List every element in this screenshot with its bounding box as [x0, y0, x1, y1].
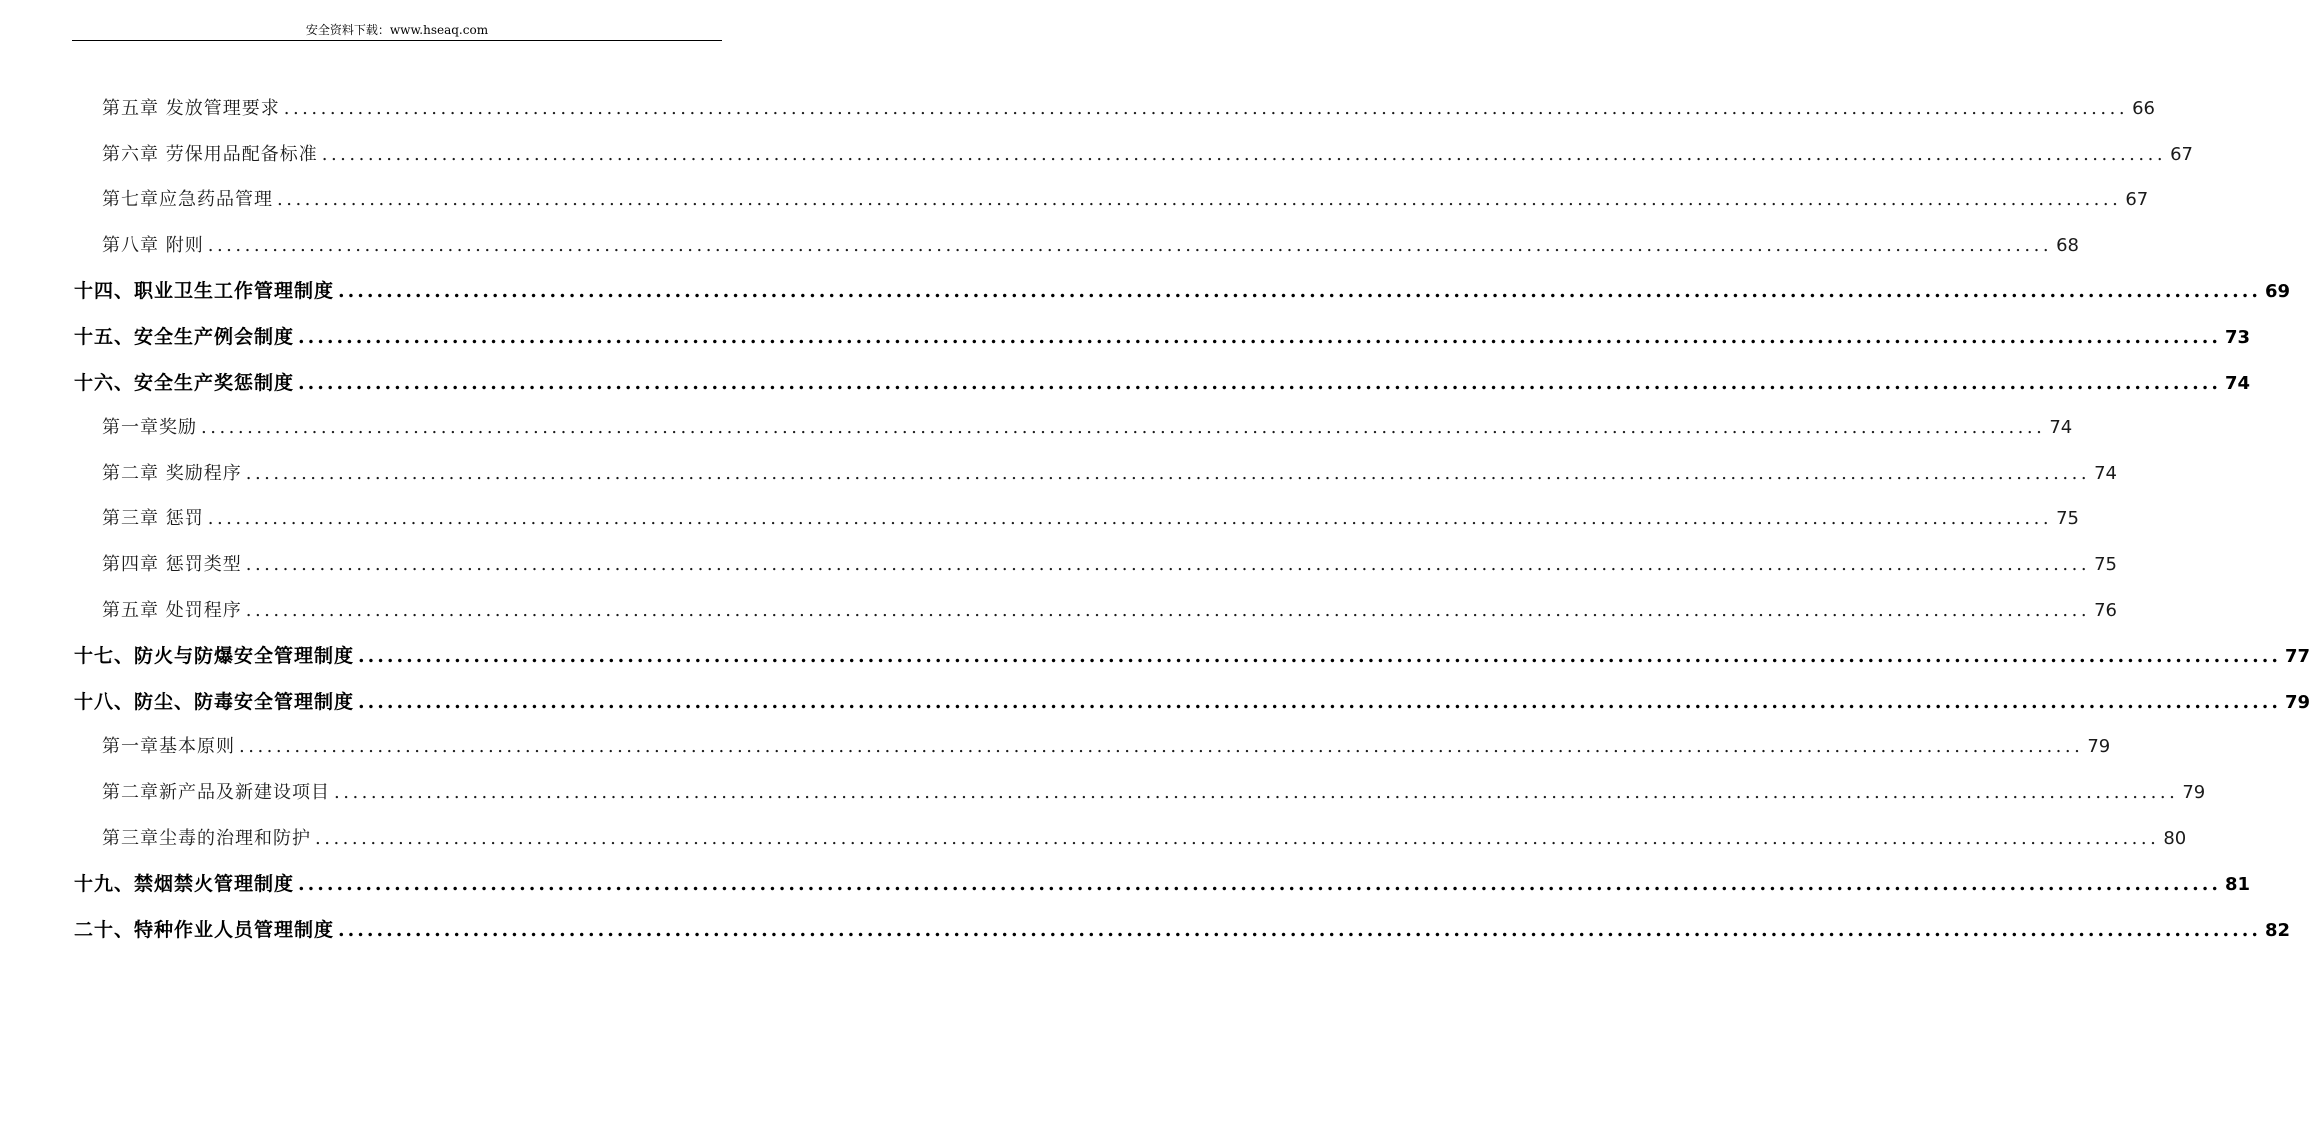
toc-dot-leader: ........................................................................................................................................................................................................ [298, 326, 2221, 348]
toc-entry-title: 第一章奖励 [102, 417, 197, 439]
toc-entry-page-number: 80 [2163, 827, 2187, 849]
toc-entry-title: 第六章 劳保用品配备标准 [102, 143, 318, 165]
toc-entry-page-number: 74 [2049, 417, 2073, 439]
toc-dot-leader: ........................................................................................................................................................................................................ [245, 462, 2091, 484]
toc-entry-title: 第七章应急药品管理 [102, 189, 273, 211]
toc-entry-page-number: 74 [2224, 372, 2251, 394]
toc-entry-title: 十四、职业卫生工作管理制度 [74, 280, 335, 303]
toc-chapter-entry[interactable] [102, 140, 2193, 170]
toc-dot-leader: ........................................................................................................................................................................................................ [315, 827, 2160, 849]
toc-entry-page-number: 66 [2132, 98, 2155, 119]
toc-entry-title: 十五、安全生产例会制度 [74, 326, 295, 348]
toc-entry-page-number: 74 [2094, 462, 2117, 484]
toc-entry-title: 十六、安全生产奖惩制度 [74, 371, 295, 394]
toc-section-entry[interactable] [74, 869, 2251, 899]
toc-section-entry[interactable] [74, 915, 2291, 945]
toc-entry-page-number: 81 [2224, 874, 2251, 896]
page-header [72, 20, 722, 41]
toc-entry-page-number: 75 [2094, 554, 2117, 575]
toc-entry-page-number: 68 [2056, 234, 2079, 256]
toc-entry-title: 第五章 处罚程序 [102, 599, 242, 621]
toc-chapter-entry[interactable] [102, 504, 2079, 534]
toc-section-entry[interactable] [74, 687, 2310, 717]
toc-dot-leader: ........................................................................................................................................................................................................ [283, 98, 2129, 119]
toc-chapter-entry[interactable] [102, 550, 2117, 580]
toc-dot-leader: ........................................................................................................................................................................................................ [334, 782, 2179, 803]
toc-entry-title: 十九、禁烟禁火管理制度 [74, 873, 295, 896]
toc-entry-page-number: 77 [2284, 646, 2310, 668]
toc-section-entry[interactable] [74, 641, 2310, 671]
toc-entry-page-number: 73 [2224, 327, 2251, 348]
toc-entry-title: 第二章 奖励程序 [102, 462, 242, 484]
toc-dot-leader: ........................................................................................................................................................................................................ [321, 143, 2167, 165]
toc-dot-leader: ........................................................................................................................................................................................................ [245, 599, 2091, 621]
toc-dot-leader: ........................................................................................................................................................................................................ [358, 645, 2281, 668]
toc-section-entry[interactable] [74, 276, 2291, 306]
toc-dot-leader: ........................................................................................................................................................................................................ [277, 189, 2122, 211]
toc-dot-leader: ........................................................................................................................................................................................................ [245, 554, 2091, 575]
toc-entry-page-number: 67 [2125, 189, 2149, 211]
toc-entry-title: 二十、特种作业人员管理制度 [74, 918, 335, 941]
toc-dot-leader: ........................................................................................................................................................................................................ [298, 873, 2221, 896]
toc-entry-title: 第三章 惩罚 [102, 508, 204, 530]
toc-entry-title: 第八章 附则 [102, 234, 204, 256]
toc-entry-title: 第一章基本原则 [102, 736, 235, 758]
toc-entry-page-number: 79 [2087, 736, 2111, 758]
toc-entry-page-number: 75 [2056, 508, 2079, 530]
toc-entry-title: 十七、防火与防爆安全管理制度 [74, 645, 355, 668]
toc-chapter-entry[interactable] [102, 732, 2111, 762]
toc-dot-leader: ........................................................................................................................................................................................................ [201, 417, 2046, 439]
toc-chapter-entry[interactable] [102, 596, 2117, 626]
toc-entry-title: 十八、防尘、防毒安全管理制度 [74, 690, 355, 713]
toc-entry-page-number: 76 [2094, 599, 2117, 621]
toc-dot-leader: ........................................................................................................................................................................................................ [239, 736, 2084, 758]
toc-entry-page-number: 67 [2170, 143, 2193, 165]
toc-chapter-entry[interactable] [102, 231, 2079, 261]
toc-entry-page-number: 69 [2264, 281, 2291, 303]
toc-entry-title: 第二章新产品及新建设项目 [102, 782, 330, 803]
toc-dot-leader: ........................................................................................................................................................................................................ [338, 280, 2261, 303]
toc-entry-page-number: 79 [2182, 782, 2206, 803]
toc-dot-leader: ........................................................................................................................................................................................................ [298, 371, 2221, 394]
toc-entry-page-number: 82 [2264, 919, 2291, 941]
toc-chapter-entry[interactable] [102, 94, 2155, 124]
toc-entry-title: 第五章 发放管理要求 [102, 98, 280, 119]
toc-dot-leader: ........................................................................................................................................................................................................ [207, 508, 2053, 530]
toc-dot-leader: ........................................................................................................................................................................................................ [207, 234, 2053, 256]
toc-entry-page-number: 79 [2284, 691, 2310, 713]
toc-dot-leader: ........................................................................................................................................................................................................ [338, 918, 2261, 941]
header-text: 安全资料下载：www.hseaq.com [305, 23, 489, 37]
toc-section-entry[interactable] [74, 368, 2251, 398]
toc-chapter-entry[interactable] [102, 413, 2073, 443]
toc-chapter-entry[interactable] [102, 824, 2187, 854]
toc-entry-title: 第三章尘毒的治理和防护 [102, 827, 311, 849]
toc-entry-title: 第四章 惩罚类型 [102, 554, 242, 575]
toc-chapter-entry[interactable] [102, 185, 2149, 215]
toc-section-entry[interactable] [74, 322, 2251, 352]
toc-chapter-entry[interactable] [102, 459, 2117, 489]
toc-chapter-entry[interactable] [102, 778, 2206, 808]
toc-dot-leader: ........................................................................................................................................................................................................ [358, 690, 2281, 713]
